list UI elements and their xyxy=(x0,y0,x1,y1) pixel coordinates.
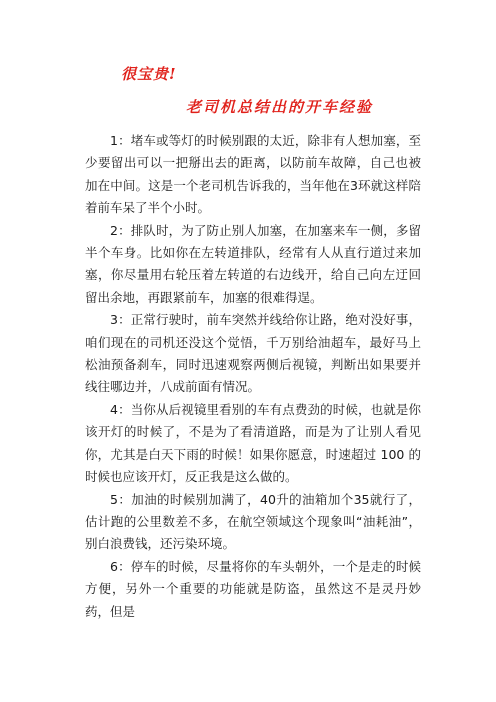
paragraph-5: 5：加油的时候别加满了，40升的油箱加个35就行了，估计跑的公里数差不多，在航空领域这个现象叫“油耗油”，别白浪费钱，还污染环境。 xyxy=(85,491,421,552)
paragraph-4: 4：当你从后视镜里看别的车有点费劲的时候，也就是你该开灯的时候了，不是为了看清道路，而是为了让别人看见你，尤其是白天下雨的时候！如果你愿意，时速超过 100 的时候也应该开灯，反正我是这么做的。 xyxy=(85,401,421,485)
paragraph-2: 2：排队时，为了防止别人加塞，在加塞来车一侧，多留半个车身。比如你在左转道排队，经常有人从直行道过来加塞，你尽量用右轮压着左转道的右边线开，给自己向左迂回留出余地，再跟紧前车，加塞的很难得逞。 xyxy=(85,222,421,305)
document-title: 老司机总结出的开车经验 xyxy=(186,98,374,116)
article-body xyxy=(85,130,421,623)
paragraph-3: 3：正常行驶时，前车突然并线给你让路，绝对没好事，咱们现在的司机还没这个觉悟，千万别给油超车，最好马上松油预备刹车，同时迅速观察两侧后视镜，判断出如果要并线往哪边并，八成前面有情况。 xyxy=(85,312,421,395)
paragraph-1: 1：堵车或等灯的时候别跟的太近，除非有人想加塞，至少要留出可以一把掰出去的距离，以防前车故障，自己也被加在中间。这是一个老司机告诉我的，当年他在3环就这样陪着前车呆了半个小时。 xyxy=(85,133,421,216)
paragraph-6: 6：停车的时候，尽量将你的车头朝外，一个是走的时候方便，另外一个重要的功能就是防盗，虽然这不是灵丹妙药，但是 xyxy=(85,558,421,619)
title-exclaim: 很宝贵! xyxy=(121,65,177,83)
